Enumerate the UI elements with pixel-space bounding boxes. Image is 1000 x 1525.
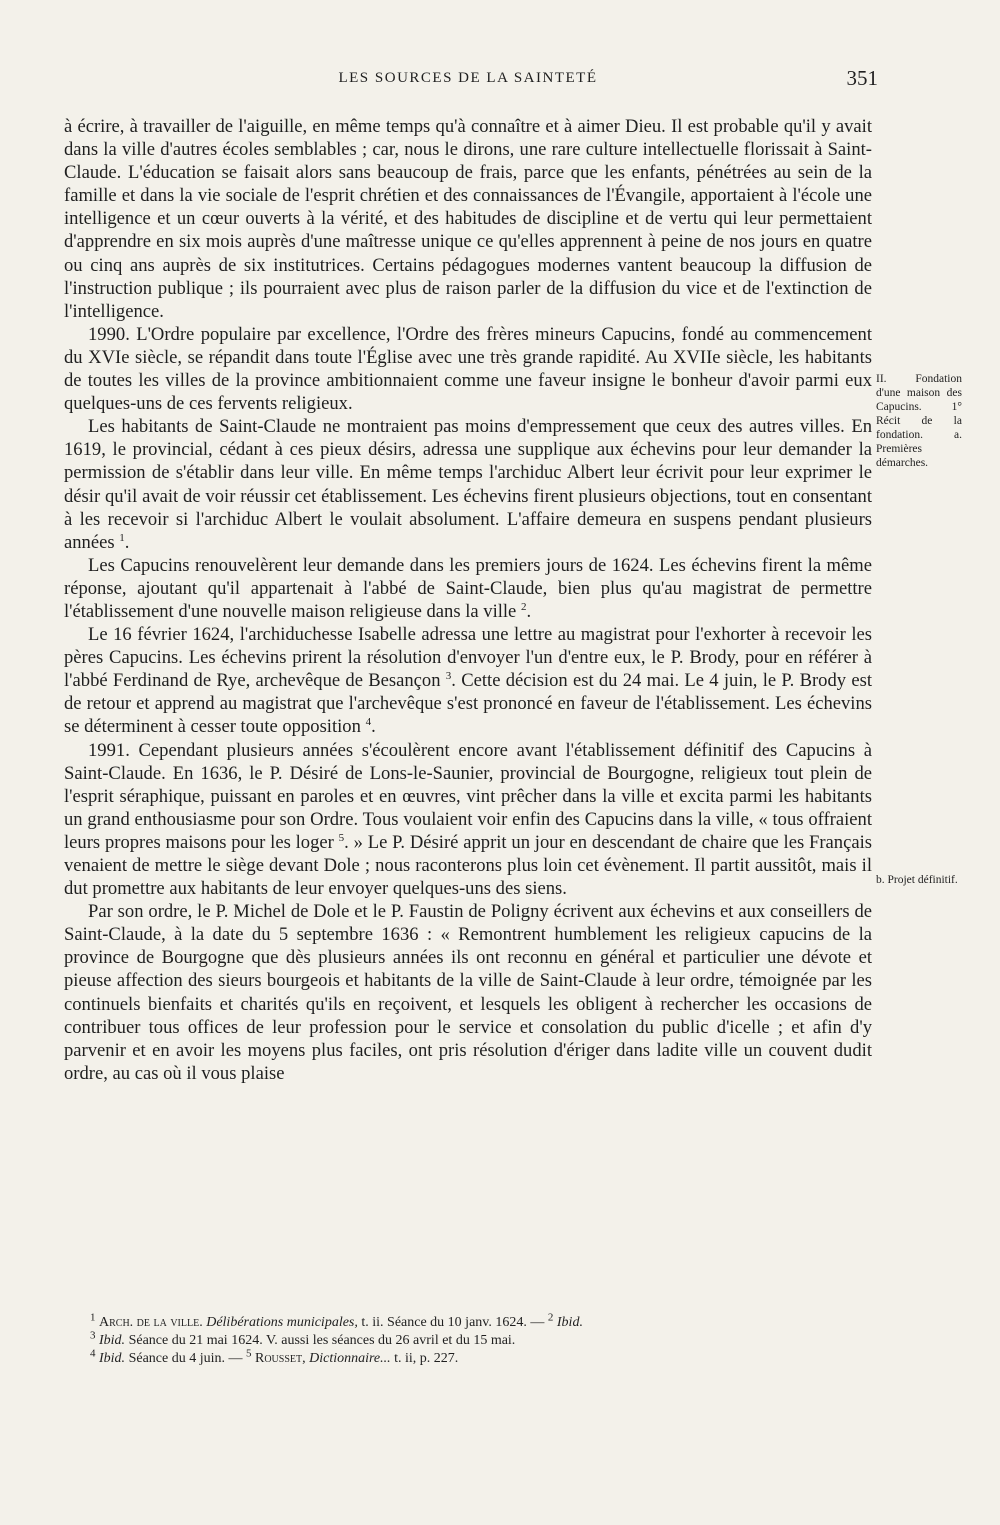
footnote-ref: 3 — [445, 670, 452, 683]
paragraph-text: » Le P. Désiré apprit un jour en descendant de chaire que les Français venaient de mettre le siège devant Dole ; nous raconterons plus loin cet évènement. Il partit aussitôt, mais il dut promettre aux habitants de leur envoyer quelques-uns des siens. — [64, 831, 873, 900]
footnote-source: Rousset, — [254, 1351, 306, 1366]
footnote — [90, 1329, 850, 1350]
paragraph: Par son ordre, le P. Michel de Dole et le P. Faustin de Poligny écrivent aux échevins et aux conseillers de Saint-Claude, à la date du 5 septembre 1636 : « Remontrent humblement les religieux capucins de la province de Bourgogne que dès plusieurs années ils ont reconnu en général et particulier une dévote et pieuse affection des sieurs bourgeois et habitants de la ville de Saint-Claude à leur ordre, témoignée par les continuels bienfaits et charités qu'ils en reçoivent, et lesquels les obligent à rechercher les occasions de contribuer tous offices de leur profession pour le service et consolation du public d'icelle ; et afin d'y parvenir et en avoir les moyens plus faciles, ont pris résolution d'ériger dans ladite ville un couvent dudit ordre, au cas où il vous plaise — [64, 901, 872, 1084]
footnote-title: Ibid. — [99, 1333, 126, 1348]
footnote-ref: 5 — [338, 831, 345, 844]
footnotes — [90, 1311, 850, 1368]
paragraph-text: Les Capucins renouvelèrent leur demande dans les premiers jours de 1624. Les échevins firent la même réponse, ajoutant qu'il appartenait à l'abbé de Saint-Claude, bien plus qu'au magistrat de permettre l'établissement d'une nouvelle maison religieuse dans la ville — [64, 554, 872, 622]
footnote-title: Délibérations municipales, — [206, 1315, 358, 1330]
footnote — [90, 1347, 850, 1368]
running-head — [64, 66, 878, 96]
paragraph-text: 1991. Cependant plusieurs années s'écoulèrent encore avant l'établissement définitif des Capucins à Saint-Claude. En 1636, le P. Désiré de Lons-le-Saunier, provincial de Bourgogne, religieux tout plein de l'esprit séraphique, puissant en paroles et en œuvres, vint prêcher dans la ville et excita parmi les habitants un grand enthousiasme pour son Ordre. Tous voulaient voir enfin des Capucins dans la ville, « tous offraient leurs propres maisons pour les loger — [64, 739, 872, 853]
footnote-text: t. ii. Séance du 10 janv. 1624. — — [361, 1315, 545, 1330]
footnote — [90, 1311, 850, 1332]
footnote-text: t. ii, p. 227. — [394, 1351, 459, 1366]
paragraph-text: Les habitants de Saint-Claude ne montraient pas moins d'empressement que ceux des autres villes. En 1619, le provincial, cédant à ces pieux désirs, adressa une supplique aux échevins pour leur demander la permission de s'établir dans leur ville. En même temps l'archiduc Albert leur écrivit pour leur exprimer le désir qu'il avait de voir réussir cet établissement. Les échevins firent plusieurs objections, tout en consentant à les recevoir si l'archiduc Albert le voulait absolument. L'affaire demeura en suspens pendant plusieurs années — [64, 416, 872, 553]
paragraph: à écrire, à travailler de l'aiguille, en même temps qu'à connaître et à aimer Dieu. Il est probable qu'il y avait dans la ville d'autres écoles semblables ; car, nous le dirons, une rare culture intellectuelle florissait à Saint-Claude. L'éducation se faisait alors sans beaucoup de frais, parce que les enfants, pénétrées au sein de la famille et dans la vie sociale de l'esprit chrétien et des connaissances de l'Évangile, apportaient à l'école une intelligence et un cœur ouverts à la vérité, et des habitudes de discipline et de vertu qui leur permettaient d'apprendre en six mois auprès d'une maîtresse unique ce qu'elles apprennent à peine de nos jours en quatre ou cinq ans auprès de six institutrices. Certains pédagogues modernes vantent beaucoup la diffusion de l'instruction publique ; ils pourraient avec plus de raison parler de la diffusion du vice et de l'extinction de l'intelligence. — [64, 116, 872, 322]
footnote-title: Ibid. — [99, 1351, 126, 1366]
footnote-ref: 4 — [365, 716, 372, 729]
footnote-title: Ibid. — [556, 1315, 583, 1330]
footnote-source: Arch. de la ville. — [99, 1315, 203, 1330]
page-number: 351 — [846, 66, 878, 90]
running-title: LES SOURCES DE LA SAINTETÉ — [338, 70, 598, 86]
footnote-text: Séance du 21 mai 1624. V. aussi les séances du 26 avril et du 15 mai. — [128, 1333, 516, 1348]
footnote-number: 1 — [90, 1311, 96, 1324]
paragraph-text: Le 16 février 1624, l'archiduchesse Isabelle adressa une lettre au magistrat pour l'exhorter à recevoir les pères Capucins. Les échevins prirent la résolution d'envoyer l'un d'entre eux, le P. Brody, pour en référer à l'abbé Ferdinand de Rye, archevêque de Besançon — [64, 624, 872, 692]
paragraph: Les Capucins renouvelèrent leur demande dans les premiers jours de 1624. Les échevins firent la même réponse, ajoutant qu'il appartenait à l'abbé de Saint-Claude, bien plus qu'au magistrat de permettre l'établissement d'une nouvelle maison religieuse dans la ville $^2$. — [64, 554, 872, 622]
paragraph: Le 16 février 1624, l'archiduchesse Isabelle adressa une lettre au magistrat pour l'exhorter à recevoir les pères Capucins. Les échevins prirent la résolution d'envoyer l'un d'entre eux, le P. Brody, pour en référer à l'abbé Ferdinand de Rye, archevêque de Besançon $^3$. Cette décision est du 24 mai. Le 4 juin, le P. Brody est de retour et apprend au magistrat que l'archevêque s'est prononcé en faveur de l'établissement. Les échevins se déterminent à cesser toute opposition $^4$. — [64, 624, 872, 738]
footnote-number: 5 — [245, 1347, 252, 1360]
margin-note: b. Projet définitif. — [876, 874, 958, 886]
margin-note: II. Fondation d'une maison des Capucins. 1° Récit de la fondation. a. Premières démarches. — [876, 373, 962, 469]
footnote-text: Séance du 4 juin. — — [128, 1351, 243, 1366]
footnote-title: Dictionnaire... — [309, 1351, 391, 1366]
footnote-number: 3 — [90, 1329, 96, 1342]
paragraph-text: Cette décision est du 24 mai. Le 4 juin, le P. Brody est de retour et apprend au magistrat que l'archevêque s'est prononcé en faveur de l'établissement. Les échevins se déterminent à cesser toute opposition — [64, 670, 872, 738]
paragraph: 1990. L'Ordre populaire par excellence, l'Ordre des frères mineurs Capucins, fondé au commencement du XVIe siècle, se répandit dans toute l'Église avec une très grande rapidité. Au XVIIe siècle, les habitants de toutes les villes de la province ambitionnaient comme une faveur insigne le bonheur d'avoir parmi eux quelques-uns de ces fervents religieux. — [64, 323, 872, 415]
body-text — [64, 115, 872, 1085]
paragraph: Les habitants de Saint-Claude ne montraient pas moins d'empressement que ceux des autres villes. En 1619, le provincial, cédant à ces pieux désirs, adressa une supplique aux échevins pour leur demander la permission de s'établir dans leur ville. En même temps l'archiduc Albert leur écrivit pour leur exprimer le désir qu'il avait de voir réussir cet établissement. Les échevins firent plusieurs objections, tout en consentant à les recevoir si l'archiduc Albert le voulait absolument. L'affaire demeura en suspens pendant plusieurs années $^1$. — [64, 416, 872, 553]
footnote-ref: 1 — [119, 531, 125, 544]
paragraph: 1991. Cependant plusieurs années s'écoulèrent encore avant l'établissement définitif des Capucins à Saint-Claude. En 1636, le P. Désiré de Lons-le-Saunier, provincial de Bourgogne, religieux tout plein de l'esprit séraphique, puissant en paroles et en œuvres, vint prêcher dans la ville et excita parmi les habitants un grand enthousiasme pour son Ordre. Tous voulaient voir enfin des Capucins dans la ville, « tous offraient leurs propres maisons pour les loger $^5$. » Le P. Désiré apprit un jour en descendant de chaire que les Français venaient de mettre le siège devant Dole ; nous raconterons plus loin cet évènement. Il partit aussitôt, mais il dut promettre aux habitants de leur envoyer quelques-uns des siens. — [64, 739, 873, 900]
footnote-ref: 2 — [520, 600, 527, 613]
footnote-number: 4 — [90, 1347, 96, 1360]
footnote-number: 2 — [547, 1311, 554, 1324]
